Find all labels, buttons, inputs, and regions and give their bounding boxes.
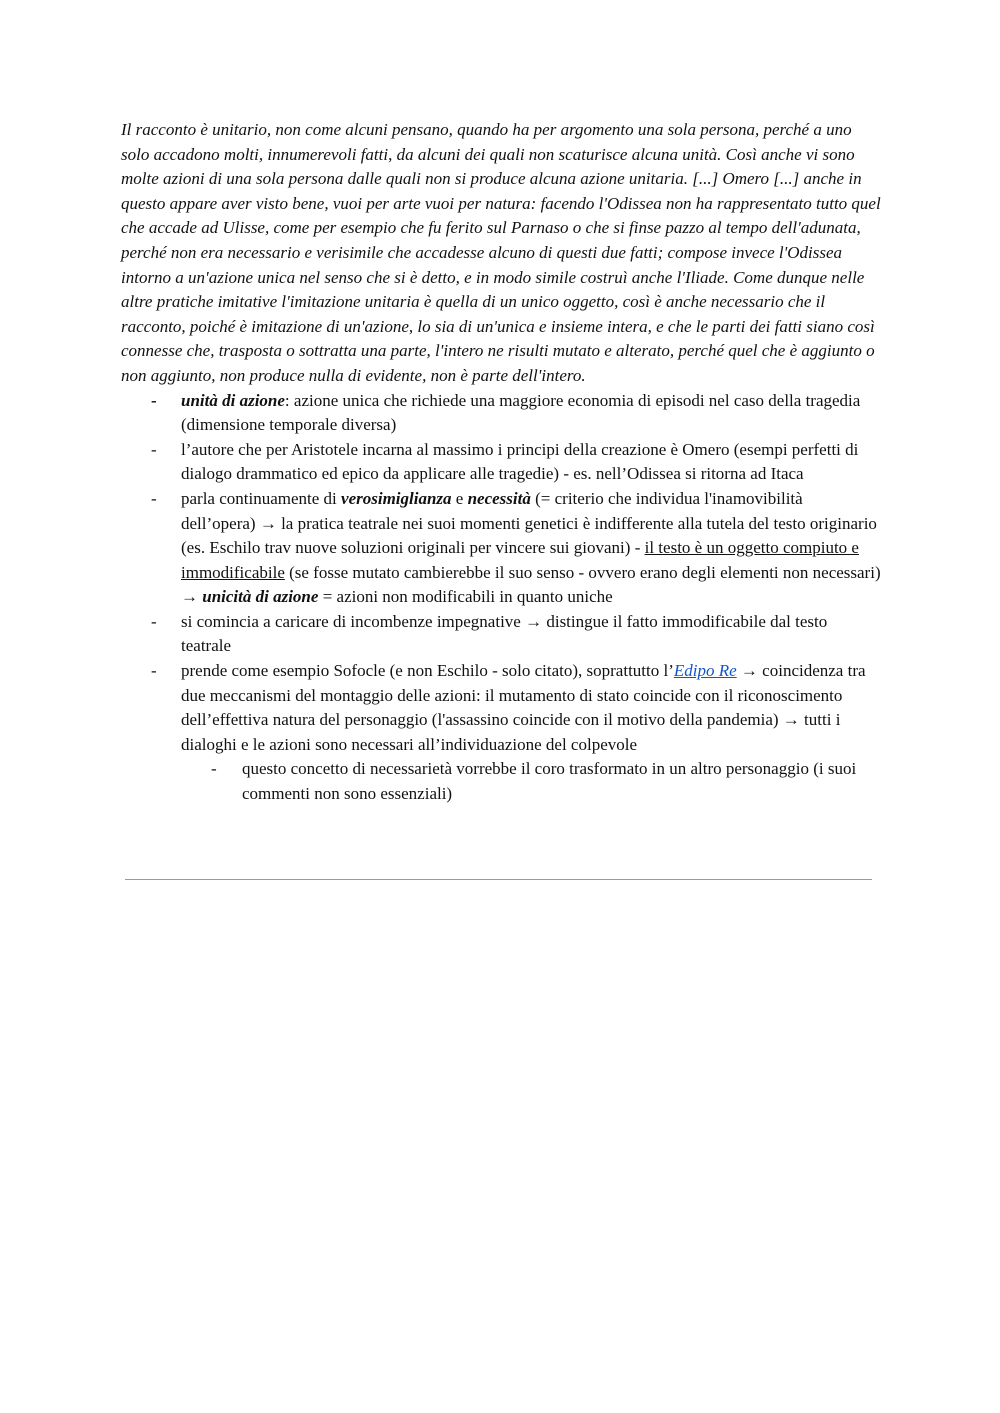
list-item-text: → coincidenza tra due meccanismi del montaggio delle azioni: il mutamento di stato coincide con il riconoscimento dell’effettiva natura del personaggio (l'assassino coincide con il motivo della pandemia) → tutti i dialoghi e le azioni sono necessari all’individuazione del colpevole <box>181 661 866 754</box>
list-item-text: e <box>451 488 468 508</box>
list-item-text: si comincia a caricare di incombenze impegnative → distingue il fatto immodificabile dal testo teatrale <box>181 611 828 656</box>
list-item-text: (se fosse mutato cambierebbe il suo senso - ovvero erano degli elementi non necessari) → <box>181 562 881 607</box>
term-verosimiglianza: verosimiglianza <box>341 488 452 508</box>
bullet-dash: - <box>151 390 157 410</box>
term-unita-di-azione: unità di azione <box>181 390 285 410</box>
list-item-verosimiglianza <box>121 487 881 610</box>
list-item-text: = azioni non modificabili in quanto uniche <box>318 587 613 607</box>
list-item-unita-azione <box>121 389 881 438</box>
sub-list-item-text: questo concetto di necessarietà vorrebbe il coro trasformato in un altro personaggio (i suoi commenti non sono essenziali) <box>242 759 857 804</box>
list-item-text: prende come esempio Sofocle (e non Eschilo - solo citato), soprattutto l’ <box>181 661 674 681</box>
bullet-dash: - <box>211 759 217 779</box>
list-item-incombenze <box>121 610 881 659</box>
bullet-dash: - <box>151 611 157 631</box>
underlined-phrase: il testo è un oggetto compiuto e immodificabile <box>181 538 859 582</box>
bullet-dash: - <box>151 439 157 459</box>
list-item-text: : azione unica che richiede una maggiore economia di episodi nel caso della tragedia (dimensione temporale diversa) <box>181 390 861 435</box>
sub-list <box>181 757 881 806</box>
list-item-text: (= criterio che individua l'inamovibilità dell’opera) → la pratica teatrale nei suoi momenti genetici è indifferente alla tutela del testo originario (es. Eschilo trav nuove soluzioni originali per vincere sui giovani) - <box>181 488 877 558</box>
bullet-dash: - <box>151 661 157 681</box>
list-item-sofocle <box>121 659 881 807</box>
notes-list <box>121 389 881 807</box>
edipo-re-link[interactable]: Edipo Re <box>673 661 737 681</box>
bullet-dash: - <box>151 488 157 508</box>
aristotle-quote: Il racconto è unitario, non come alcuni pensano, quando ha per argomento una sola persona, perché a uno solo accadono molti, innumerevoli fatti, da alcuni dei quali non scaturisce alcuna unità. Così anche vi sono molte azioni di una sola persona dalle quali non si produce alcuna azione unitaria. [...] Omero [...] anche in questo appare aver visto bene, vuoi per arte vuoi per natura: facendo l'Odissea non ha rappresentato tutto quel che accade ad Ulisse, come per esempio che fu ferito sul Parnaso o che si finse pazzo al tempo dell'adunata, perché non era necessario e verisimile che accadesse alcuno di questi due fatti; compose invece l'Odissea intorno a un'azione unica nel senso che si è detto, e in modo simile costruì anche l'Iliade. Come dunque nelle altre pratiche imitative l'imitazione unitaria è quella di un unico oggetto, così è anche necessario che il racconto, poiché è imitazione di un'azione, lo sia di un'unica e insieme intera, e che le parti dei fatti siano così connesse che, trasposta o sottratta una parte, l'intero ne risulti mutato e alterato, perché quel che è aggiunto o non aggiunto, non produce nulla di evidente, non è parte dell'intero. <box>121 120 881 385</box>
document-body <box>121 118 881 807</box>
term-necessita: necessità <box>467 488 531 508</box>
sub-list-item-coro <box>181 757 881 806</box>
term-unicita-di-azione: unicità di azione <box>202 587 319 607</box>
horizontal-rule <box>125 879 872 880</box>
list-item-text: l’autore che per Aristotele incarna al massimo i principi della creazione è Omero (esempi perfetti di dialogo drammatico ed epico da applicare alle tragedie) - es. nell’Odissea si ritorna ad Itaca <box>181 439 859 484</box>
list-item-text: parla continuamente di <box>181 488 342 508</box>
list-item-omero <box>121 438 881 487</box>
